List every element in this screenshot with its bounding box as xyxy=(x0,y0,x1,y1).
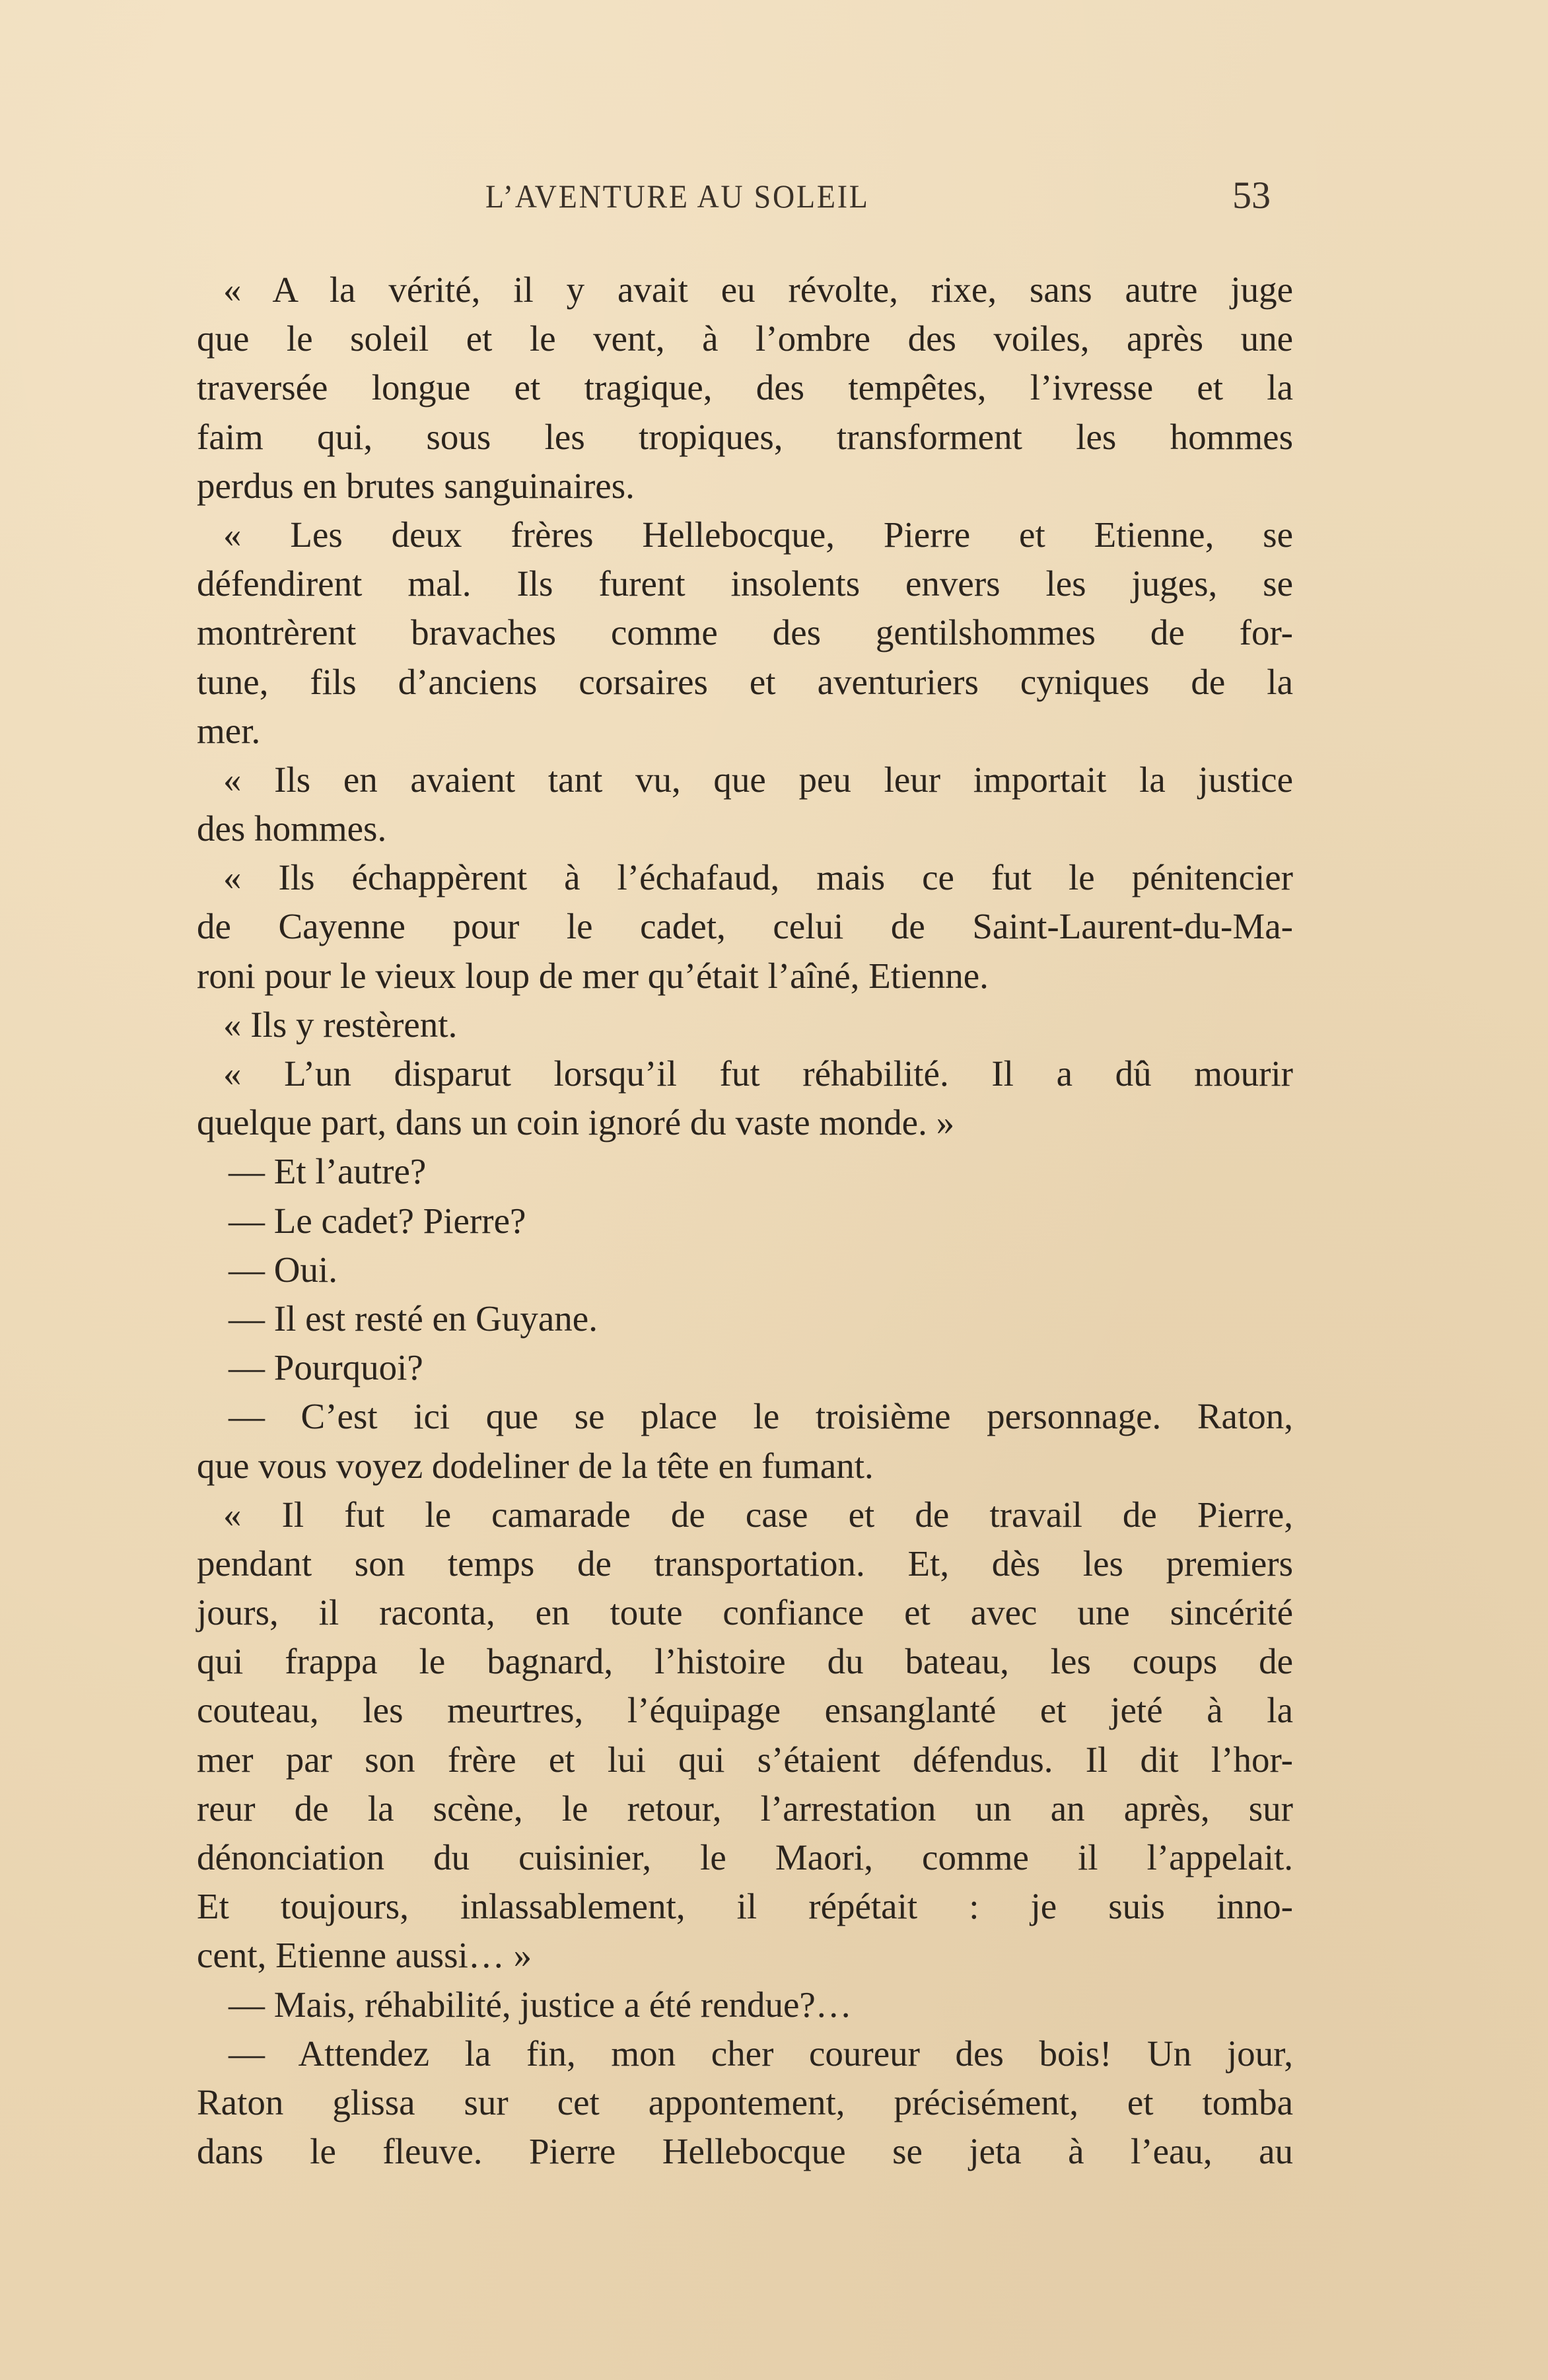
text-line: « A la vérité, il y avait eu révolte, rixe, sans autre juge xyxy=(223,269,1293,310)
text-line: — Le cadet? Pierre? xyxy=(229,1200,526,1241)
text-line: dans le fleuve. Pierre Hellebocque se jeta à l’eau, au xyxy=(197,2131,1293,2172)
text-line: Raton glissa sur cet appontement, précisément, et tomba xyxy=(197,2082,1293,2122)
text-line: « Ils en avaient tant vu, que peu leur importait la justice xyxy=(223,759,1293,800)
text-line: défendirent mal. Ils furent insolents envers les juges, se xyxy=(197,563,1293,604)
text-line: des hommes. xyxy=(197,808,387,849)
page-number: 53 xyxy=(1232,174,1271,217)
text-line: — Il est resté en Guyane. xyxy=(229,1298,598,1339)
text-line: cent, Etienne aussi… » xyxy=(197,1935,532,1976)
body-text xyxy=(197,265,1293,2176)
text-line: « Il fut le camarade de case et de travail de Pierre, xyxy=(223,1494,1293,1535)
text-line: jours, il raconta, en toute confiance et avec une sincérité xyxy=(197,1592,1293,1633)
text-line: quelque part, dans un coin ignoré du vaste monde. » xyxy=(197,1102,955,1143)
text-line: dénonciation du cuisinier, le Maori, comme il l’appelait. xyxy=(197,1837,1293,1877)
text-line: perdus en brutes sanguinaires. xyxy=(197,465,635,506)
text-line: — Pourquoi? xyxy=(229,1347,423,1388)
text-line: couteau, les meurtres, l’équipage ensanglanté et jeté à la xyxy=(197,1690,1293,1731)
running-head xyxy=(0,174,1548,230)
text-line: reur de la scène, le retour, l’arrestation un an après, sur xyxy=(197,1788,1293,1829)
text-line: montrèrent bravaches comme des gentilshommes de for- xyxy=(197,612,1293,653)
text-line: « Ils y restèrent. xyxy=(223,1004,458,1045)
text-line: mer par son frère et lui qui s’étaient défendus. Il dit l’hor- xyxy=(197,1739,1293,1780)
text-line: que le soleil et le vent, à l’ombre des voiles, après une xyxy=(197,318,1293,359)
text-line: — Mais, réhabilité, justice a été rendue?… xyxy=(229,1984,852,2025)
text-line: tune, fils d’anciens corsaires et aventuriers cyniques de la xyxy=(197,661,1293,702)
text-line: « Ils échappèrent à l’échafaud, mais ce fut le pénitencier xyxy=(223,857,1293,898)
text-line: pendant son temps de transportation. Et, dès les premiers xyxy=(197,1543,1293,1584)
text-line: « L’un disparut lorsqu’il fut réhabilité. Il a dû mourir xyxy=(223,1053,1293,1094)
text-line: que vous voyez dodeliner de la tête en fumant. xyxy=(197,1445,874,1486)
text-line: « Les deux frères Hellebocque, Pierre et Etienne, se xyxy=(223,514,1293,555)
text-line: traversée longue et tragique, des tempêtes, l’ivresse et la xyxy=(197,367,1293,408)
text-line: — Oui. xyxy=(229,1249,337,1290)
text-line: mer. xyxy=(197,710,261,751)
text-line: de Cayenne pour le cadet, celui de Saint-Laurent-du-Ma- xyxy=(197,906,1293,947)
text-line: faim qui, sous les tropiques, transforment les hommes xyxy=(197,416,1293,457)
running-title: L’AVENTURE AU SOLEIL xyxy=(485,178,870,215)
text-line: Et toujours, inlassablement, il répétait : je suis inno- xyxy=(197,1886,1293,1927)
text-line: — C’est ici que se place le troisième personnage. Raton, xyxy=(229,1396,1293,1437)
text-line: — Et l’autre? xyxy=(229,1151,427,1192)
text-line: roni pour le vieux loup de mer qu’était l’aîné, Etienne. xyxy=(197,955,989,996)
text-line: — Attendez la fin, mon cher coureur des bois! Un jour, xyxy=(229,2033,1293,2074)
text-line: qui frappa le bagnard, l’histoire du bateau, les coups de xyxy=(197,1641,1293,1682)
